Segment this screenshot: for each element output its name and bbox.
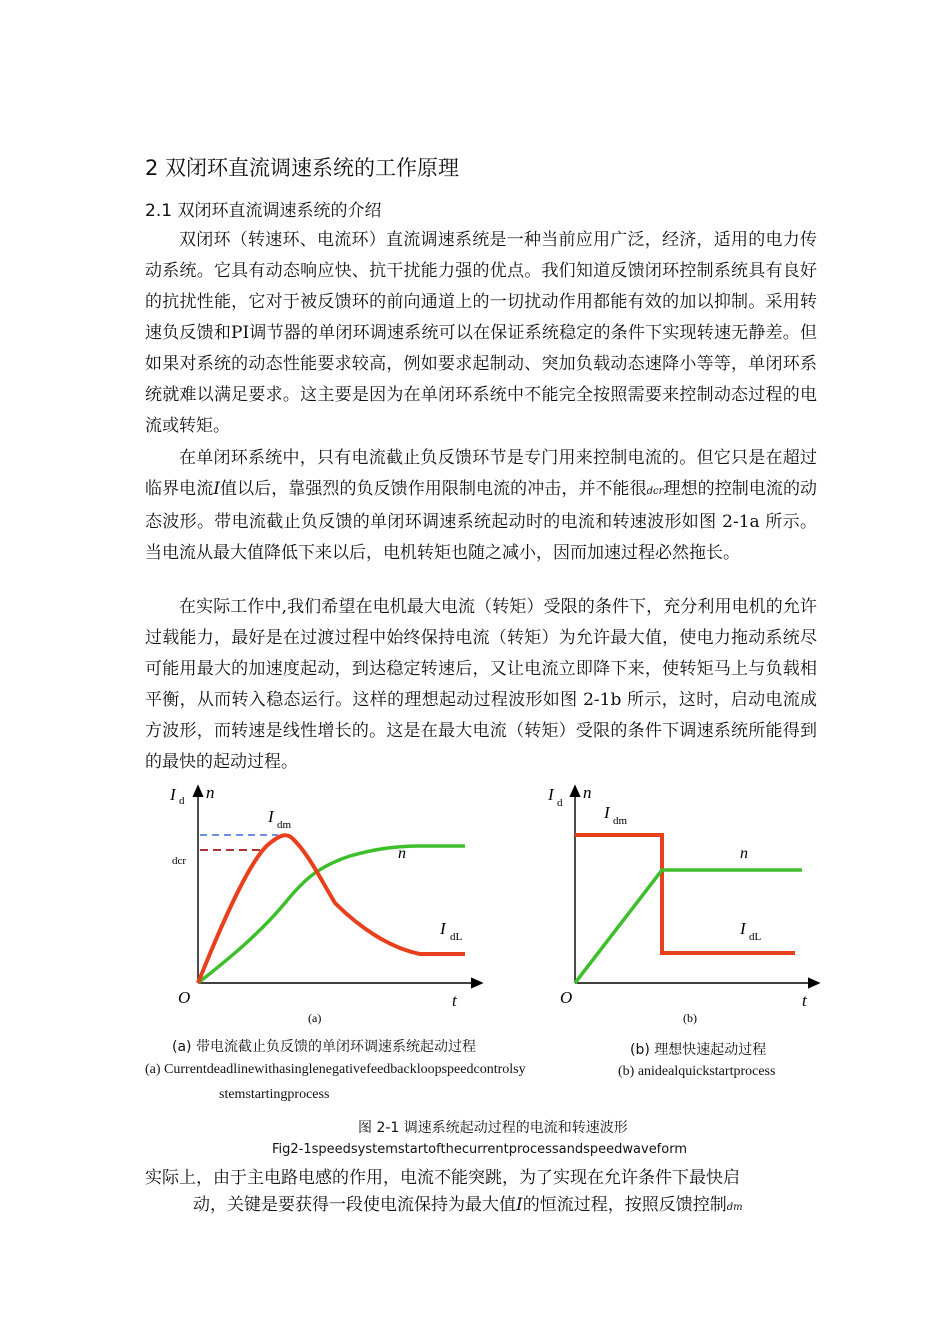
figure-caption-en: Fig2-1speedsystemstartofthecurrentprocessandspeedwaveform (272, 1142, 687, 1157)
current-symbol: I (213, 479, 220, 499)
caption-a-en-1: (a) Currentdeadlinewithasinglenegativefeedbackloopspeedcontrolsy (145, 1062, 526, 1077)
speed-curve (198, 846, 465, 983)
current-curve (198, 835, 465, 983)
y-label-id: I (548, 785, 554, 804)
subscript-dm: dm (726, 1202, 743, 1213)
subscript-dcr: dcr (646, 486, 664, 497)
y-label-n: n (583, 783, 592, 802)
current-symbol: I (516, 1195, 523, 1215)
x-label-t: t (452, 991, 457, 1010)
current-square-wave (575, 835, 795, 953)
caption-a-en-2: stemstartingprocess (219, 1087, 330, 1102)
figure-a-plot (160, 778, 490, 1028)
caption-b-cn: (b) 理想快速起动过程 (630, 1042, 767, 1058)
x-label-t: t (802, 991, 807, 1010)
origin-label: O (560, 988, 573, 1007)
svg-text:dL: dL (749, 931, 762, 943)
label-idm: I (268, 807, 274, 826)
section-heading: 2 双闭环直流调速系统的工作原理 (145, 156, 460, 180)
label-dcr: dcr (172, 855, 187, 867)
label-n-line: n (740, 845, 748, 862)
svg-text:dL: dL (450, 931, 463, 943)
y-label-id: I (170, 785, 176, 804)
paragraph-4: 实际上，由于主电路电感的作用，电流不能突跳，为了实现在允许条件下最快启 动，关键是要获得一段使电流保持为最大值I的恒流过程，按照反馈控制dm (145, 1168, 743, 1215)
subsection-heading: 2.1 双闭环直流调速系统的介绍 (145, 201, 382, 221)
paragraph-1: 双闭环（转速环、电流环）直流调速系统是一种当前应用广泛，经济，适用的电力传动系统。它具有动态响应快、抗干扰能力强的优点。我们知道反馈闭环控制系统具有良好的抗扰性能，它对于被反馈环的前向通道上的一切扰动作用都能有效的加以抑制。采用转速负反馈和PI调节器的单闭环调速系统可以在保证系统稳定的条件下实现转速无静差。但如果对系统的动态性能要求较高，例如要求起制动、突加负载动态速降小等等，单闭环系统就难以满足要求。这主要是因为在单闭环系统中不能完全按照需要来控制动态过程的电流或转矩。 (145, 230, 817, 436)
origin-label: O (178, 988, 191, 1007)
label-idl: I (440, 919, 446, 938)
paragraph-2: 在单闭环系统中，只有电流截止负反馈环节是专门用来控制电流的。但它只是在超过临界电流I值以后，靠强烈的负反馈作用限制电流的冲击，并不能很dcr理想的控制电流的动态波形。带电流截止负反馈的单闭环调速系统起动时的电流和转速波形如图 2-1a 所示。当电流从最大值降低下来以后，电机转矩也随之减小，因而加速过程必然拖长。 (145, 448, 818, 563)
paragraph-3: 在实际工作中,我们希望在电机最大电流（转矩）受限的条件下，充分利用电机的允许过载能力，最好是在过渡过程中始终保持电流（转矩）为允许最大值，使电力拖动系统尽可能用最大的加速度起动，到达稳定转速后，又让电流立即降下来，使转矩马上与负载相平衡，从而转入稳态运行。这样的理想起动过程波形如图 2-1b 所示，这时，启动电流成方波形，而转速是线性增长的。这是在最大电流（转矩）受限的条件下调速系统所能得到的最快的起动过程。 (145, 597, 817, 772)
fig-a-tag: (a) (308, 1011, 322, 1025)
y-label-n: n (206, 783, 215, 802)
svg-text:dm: dm (277, 819, 292, 831)
svg-text:d: d (179, 795, 185, 807)
caption-b-en: (b) anidealquickstartprocess (618, 1064, 776, 1079)
label-n-curve: n (398, 845, 406, 862)
svg-text:dm: dm (613, 815, 628, 827)
fig-b-tag: (b) (683, 1011, 697, 1025)
figure-b-plot (540, 778, 830, 1028)
speed-ramp (575, 870, 802, 983)
svg-text:d: d (557, 797, 563, 809)
caption-a-cn: (a) 带电流截止负反馈的单闭环调速系统起动过程 (172, 1039, 476, 1055)
label-idm: I (604, 803, 610, 822)
figure-caption-cn: 图 2-1 调速系统起动过程的电流和转速波形 (358, 1120, 628, 1136)
label-idl: I (740, 919, 746, 938)
